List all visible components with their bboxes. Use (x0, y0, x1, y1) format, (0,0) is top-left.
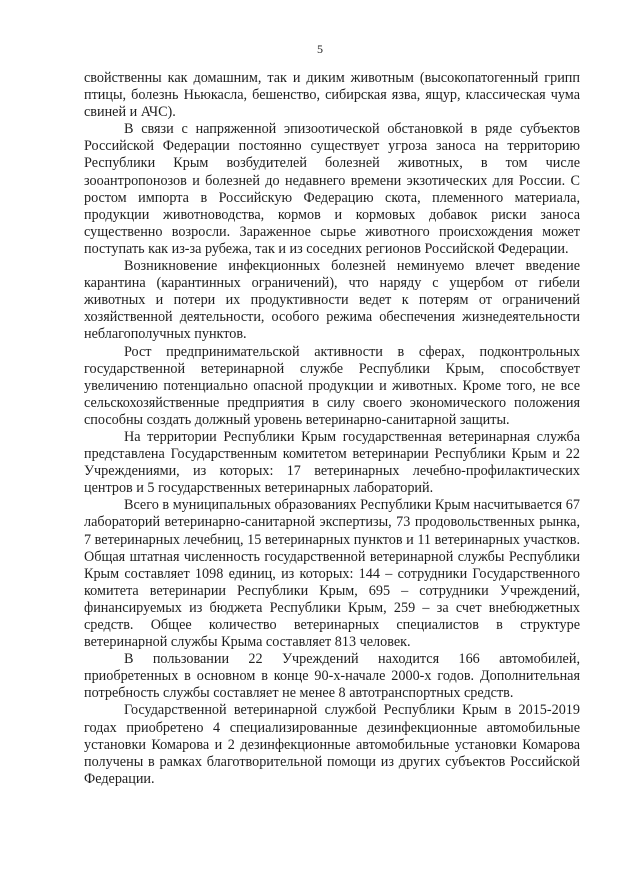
paragraph-quarantine-losses: Возникновение инфекционных болезней неминуемо влечет введение карантина (карантинных ограничений), что наряду с ущербом от гибели животных и потери их продуктивности ведет к потерям от ограничений хозяйственной деятельности, особого режима обеспечения жизнедеятельности неблагополучных пунктов. (84, 258, 580, 343)
document-body (84, 70, 580, 788)
paragraph-animal-diseases-list: свойственны как домашним, так и диким животным (высокопатогенный грипп птицы, болезнь Ньюкасла, бешенство, сибирская язва, ящур, классическая чума свиней и АЧС). (84, 70, 580, 121)
paragraph-disinfection-units: Государственной ветеринарной службой Республики Крым в 2015-2019 годах приобретено 4 специализированные дезинфекционные автомобильные установки Комарова и 2 дезинфекционные автомобильные установки Комарова получены в рамках благотворительной помощи из других субъектов Российской Федерации. (84, 702, 580, 787)
paragraph-veterinary-service-structure: На территории Республики Крым государственная ветеринарная служба представлена Государственным комитетом ветеринарии Республики Крым и 22 Учреждениями, из которых: 17 ветеринарных лечебно-профилактических центров и 5 государственных ветеринарных лабораторий. (84, 428, 580, 497)
paragraph-vehicles: В пользовании 22 Учреждений находится 166 автомобилей, приобретенных в основном в конце 90-х-начале 2000-х годов. Дополнительная потребность службы составляет не менее 8 автотранспортных средств. (84, 651, 580, 702)
paragraph-business-activity: Рост предпринимательской активности в сферах, подконтрольных государственной ветеринарной службе Республики Крым, способствует увеличению потенциально опасной продукции и животных. Кроме того, не все сельскохозяйственные предприятия в силу своего экономического положения способны создать должный уровень ветеринарно-санитарной защиты. (84, 343, 580, 428)
paragraph-epizootic-threat: В связи с напряженной эпизоотической обстановкой в ряде субъектов Российской Федерации постоянно существует угроза заноса на территорию Республики Крым возбудителей болезней животных, в том числе зооантропонозов и болезней до недавнего времени экзотических для России. С ростом импорта в Российскую Федерацию скота, племенного материала, продукции животноводства, кормов и кормовых добавок риски заноса существенно возросли. Зараженное сырье животного происхождения может поступать как из-за рубежа, так и из соседних регионов Российской Федерации. (84, 121, 580, 257)
paragraph-laboratories-and-staff: Всего в муниципальных образованиях Республики Крым насчитывается 67 лабораторий ветеринарно-санитарной экспертизы, 73 продовольственных рынка, 7 ветеринарных лечебниц, 15 ветеринарных пунктов и 11 ветеринарных участков. Общая штатная численность государственной ветеринарной службы Республики Крым составляет 1098 единиц, из которых: 144 – сотрудники Государственного комитета ветеринарии Республики Крым, 695 – сотрудники Учреждений, финансируемых из бюджета Республики Крым, 259 – за счет внебюджетных средств. Общее количество ветеринарных специалистов в структуре ветеринарной службы Крыма составляет 813 человек. (84, 497, 580, 651)
page-number: 5 (317, 42, 323, 56)
